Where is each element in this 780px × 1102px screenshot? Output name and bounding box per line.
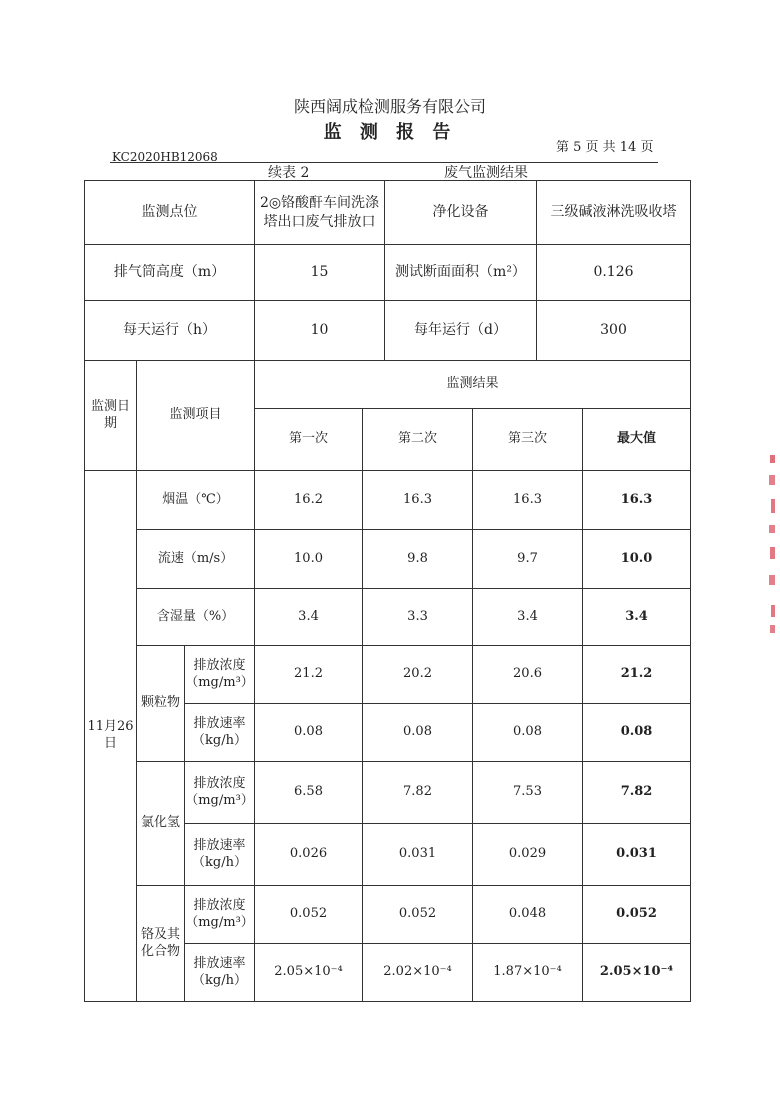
particulate-name: 颗粒物 [137,646,185,762]
hcl-rate-max: 0.031 [583,824,691,886]
temp-value: 16.2 [255,471,363,530]
moisture-max: 3.4 [583,589,691,646]
point-value: 2◎铬酸酐车间洗涤塔出口废气排放口 [255,181,385,245]
hcl-conc-value: 7.53 [473,762,583,824]
temp-value: 16.3 [473,471,583,530]
particulate-rate-max: 0.08 [583,704,691,762]
hcl-rate-value: 0.026 [255,824,363,886]
height-value: 15 [255,245,385,301]
height-label: 排气筒高度（m） [85,245,255,301]
report-title: 监 测 报 告 [323,122,457,143]
result-label: 监测结果 [255,361,691,409]
date-label: 监测日期 [85,361,137,471]
flow-label: 流速（m/s） [137,530,255,589]
chromium-rate-value: 2.05×10⁻⁴ [255,944,363,1002]
particulate-conc-label: 排放浓度 （mg/m³） [185,646,255,704]
col-third: 第三次 [473,409,583,471]
temp-value: 16.3 [363,471,473,530]
hcl-conc-value: 7.82 [363,762,473,824]
particulate-conc-value: 20.2 [363,646,473,704]
hcl-rate-label: 排放速率 （kg/h） [185,824,255,886]
yearly-value: 300 [537,301,691,361]
flow-max: 10.0 [583,530,691,589]
area-label: 测试断面面积（m²） [385,245,537,301]
flow-value: 9.7 [473,530,583,589]
page-number: 第 5 页 共 14 页 [556,140,654,155]
continued-label: 续表 2 [268,165,310,181]
chromium-rate-max: 2.05×10⁻⁴ [583,944,691,1002]
daily-label: 每天运行（h） [85,301,255,361]
chromium-conc-label: 排放浓度 （mg/m³） [185,886,255,944]
chromium-conc-value: 0.052 [363,886,473,944]
hcl-rate-value: 0.031 [363,824,473,886]
seal-edge-mark [762,455,776,635]
chromium-name: 铬及其化合物 [137,886,185,1002]
chromium-rate-value: 2.02×10⁻⁴ [363,944,473,1002]
hcl-rate-value: 0.029 [473,824,583,886]
col-second: 第二次 [363,409,473,471]
point-label: 监测点位 [85,181,255,245]
hcl-conc-value: 6.58 [255,762,363,824]
moisture-label: 含湿量（%） [137,589,255,646]
hcl-conc-label: 排放浓度 （mg/m³） [185,762,255,824]
particulate-rate-value: 0.08 [473,704,583,762]
chromium-rate-label: 排放速率 （kg/h） [185,944,255,1002]
equip-value: 三级碱液淋洗吸收塔 [537,181,691,245]
results-table [84,360,691,1002]
particulate-conc-value: 20.6 [473,646,583,704]
moisture-value: 3.4 [255,589,363,646]
temp-label: 烟温（℃） [137,471,255,530]
particulate-rate-value: 0.08 [255,704,363,762]
hcl-conc-max: 7.82 [583,762,691,824]
flow-value: 9.8 [363,530,473,589]
particulate-rate-label: 排放速率 （kg/h） [185,704,255,762]
col-max: 最大值 [583,409,691,471]
flow-value: 10.0 [255,530,363,589]
chromium-conc-value: 0.052 [255,886,363,944]
particulate-rate-value: 0.08 [363,704,473,762]
item-label: 监测项目 [137,361,255,471]
equip-label: 净化设备 [385,181,537,245]
chromium-conc-max: 0.052 [583,886,691,944]
header-rule [110,162,658,163]
particulate-conc-value: 21.2 [255,646,363,704]
document-number: KC2020HB12068 [112,150,218,164]
hcl-name: 氯化氢 [137,762,185,886]
col-first: 第一次 [255,409,363,471]
date-value: 11月26日 [85,471,137,1002]
chromium-rate-value: 1.87×10⁻⁴ [473,944,583,1002]
area-value: 0.126 [537,245,691,301]
particulate-conc-max: 21.2 [583,646,691,704]
company-name: 陕西阔成检测服务有限公司 [293,97,486,116]
daily-value: 10 [255,301,385,361]
table-title: 废气监测结果 [444,165,528,181]
yearly-label: 每年运行（d） [385,301,537,361]
chromium-conc-value: 0.048 [473,886,583,944]
info-table [84,180,691,361]
moisture-value: 3.3 [363,589,473,646]
moisture-value: 3.4 [473,589,583,646]
temp-max: 16.3 [583,471,691,530]
